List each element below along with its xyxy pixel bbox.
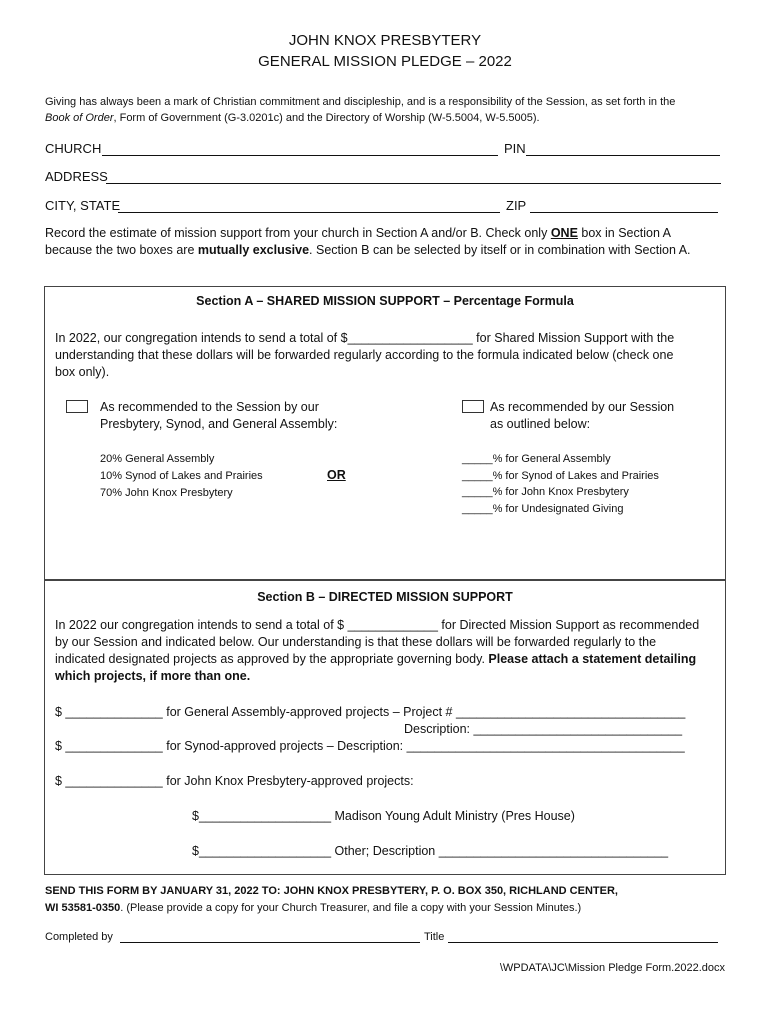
list-item: 10% Synod of Lakes and Prairies bbox=[100, 470, 263, 482]
ga-description-line: Description: ______________________________ bbox=[404, 722, 683, 736]
completed-by-field[interactable] bbox=[120, 931, 420, 943]
list-item: _____% for Synod of Lakes and Prairies bbox=[462, 469, 659, 482]
list-item: 20% General Assembly bbox=[100, 453, 215, 465]
instructions: Record the estimate of mission support from your church in Section A and/or B. Check only ONE box in Section A because the two boxes are mutually exclusive. Section B can be selected by itself or in combination with Section A. bbox=[45, 226, 691, 257]
option-session-label: As recommended by our Session as outlined below: bbox=[490, 400, 675, 431]
zip-field[interactable] bbox=[530, 200, 718, 213]
completed-by-label: Completed by bbox=[45, 931, 113, 943]
section-b-heading: Section B – DIRECTED MISSION SUPPORT bbox=[257, 590, 513, 604]
option-session-checkbox[interactable] bbox=[462, 400, 484, 413]
section-a-heading: Section A – SHARED MISSION SUPPORT – Percentage Formula bbox=[196, 294, 574, 308]
section-a-text: In 2022, our congregation intends to send a total of $__________________ for Shared Mission Support with the understanding that these dollars will be forwarded regularly according to the formula indicated below (check one box only). bbox=[55, 331, 675, 379]
zip-label: ZIP bbox=[506, 198, 527, 213]
option-recommended-label: As recommended to the Session by our Presbytery, Synod, and General Assembly: bbox=[100, 400, 338, 431]
title-label: Title bbox=[424, 931, 445, 943]
form-subtitle: GENERAL MISSION PLEDGE – 2022 bbox=[258, 53, 512, 70]
pin-field[interactable] bbox=[526, 143, 720, 156]
or-label: OR bbox=[327, 468, 346, 482]
address-field[interactable] bbox=[106, 171, 721, 184]
form-title: JOHN KNOX PRESBYTERY bbox=[288, 32, 482, 49]
list-item: _____% for General Assembly bbox=[462, 453, 611, 465]
list-item: _____% for John Knox Presbytery bbox=[462, 486, 629, 498]
church-field[interactable] bbox=[102, 143, 498, 156]
church-label: CHURCH bbox=[45, 141, 102, 156]
option-recommended-checkbox[interactable] bbox=[66, 400, 88, 413]
session-percentages bbox=[462, 451, 659, 517]
section-b-text: In 2022 our congregation intends to send a total of $ _____________ for Directed Mission Support as recommended by our Session and indicated below. Our understanding is that these dollars will be forwarded regularly to the indicated designated projects as approved by the appropriate governing body. Please attach a statement detailing which projects, if more than one. bbox=[55, 618, 700, 683]
recommended-percentages bbox=[100, 451, 263, 502]
send-instructions: SEND THIS FORM BY JANUARY 31, 2022 TO: JOHN KNOX PRESBYTERY, P. O. BOX 350, RICHLAND CENTER, WI 53581-0350. (Please provide a copy for your Church Treasurer, and file a copy with your Session Minutes.) bbox=[45, 885, 618, 914]
other-line: $___________________ Other; Description _________________________________ bbox=[192, 844, 669, 858]
list-item: 70% John Knox Presbytery bbox=[100, 487, 233, 499]
file-path: \WPDATA\JC\Mission Pledge Form.2022.docx bbox=[499, 962, 725, 974]
address-label: ADDRESS bbox=[45, 169, 108, 184]
jk-projects-line: $ ______________ for John Knox Presbytery-approved projects: bbox=[55, 774, 414, 788]
title-field[interactable] bbox=[448, 931, 718, 943]
city-state-field[interactable] bbox=[118, 200, 500, 213]
book-of-order: Book of Order bbox=[45, 112, 114, 124]
pin-label: PIN bbox=[504, 141, 526, 156]
list-item: _____% for Undesignated Giving bbox=[462, 502, 624, 515]
intro-paragraph: Giving has always been a mark of Christian commitment and discipleship, and is a responsibility of the Session, as set forth in the Book of Order, Form of Government (G-3.0201c) and the Directory of Worship (W-5.5004, W-5.5005). bbox=[45, 96, 676, 124]
synod-projects-line: $ ______________ for Synod-approved projects – Description: ________________________________________ bbox=[55, 739, 685, 753]
madison-line: $___________________ Madison Young Adult Ministry (Pres House) bbox=[192, 809, 575, 823]
ga-projects-line: $ ______________ for General Assembly-approved projects – Project # _________________________________ bbox=[55, 705, 686, 719]
city-state-label: CITY, STATE bbox=[45, 198, 121, 213]
